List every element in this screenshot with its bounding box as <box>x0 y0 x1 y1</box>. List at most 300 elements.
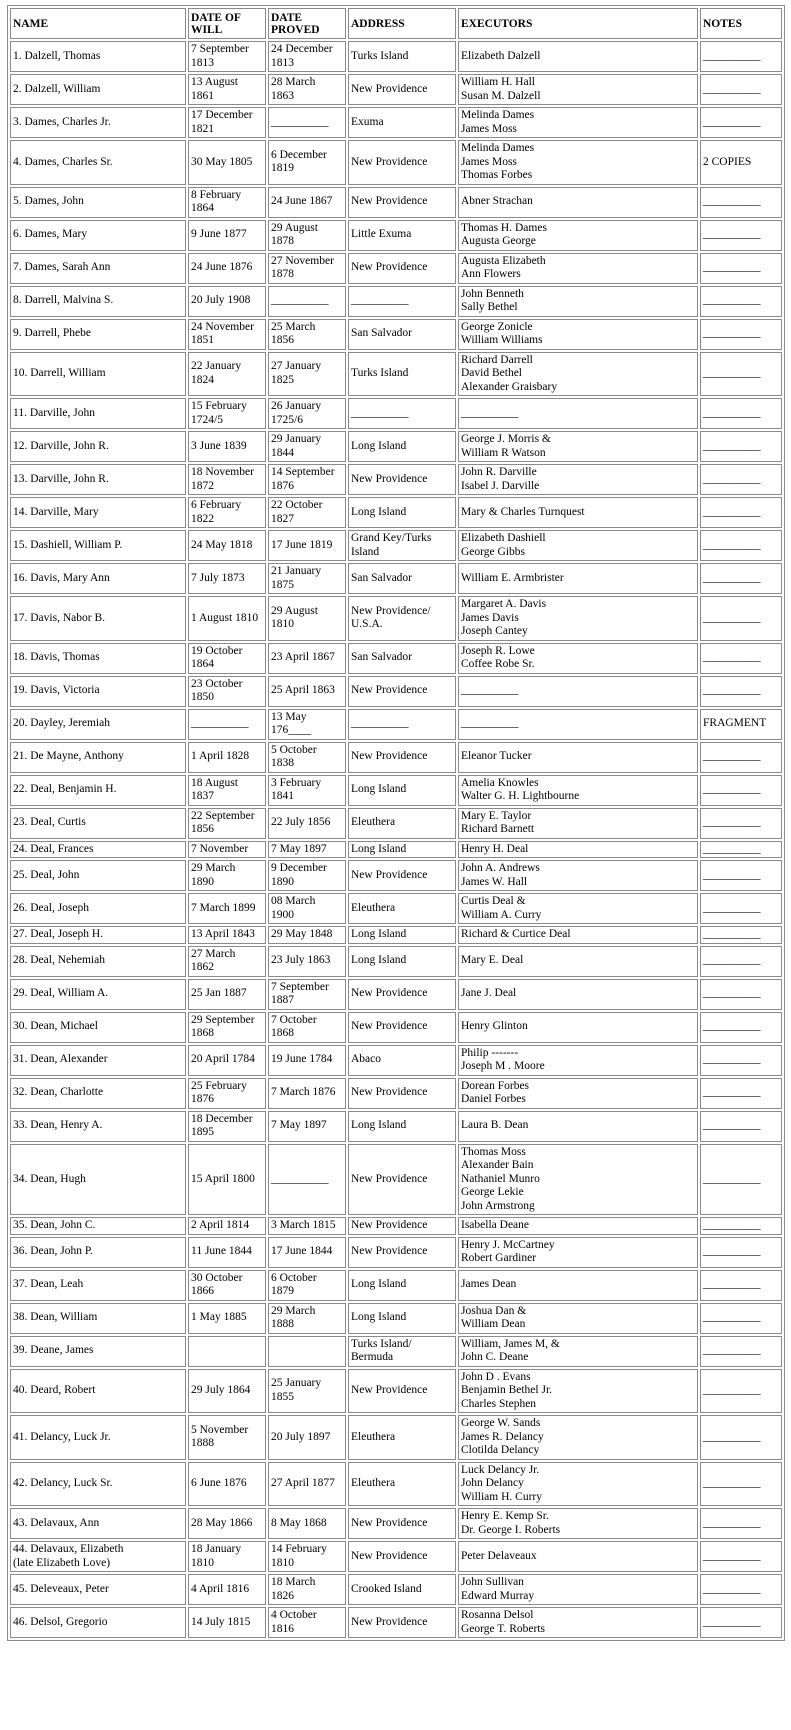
cell-proved <box>268 860 346 891</box>
cell-notes-text: __________ <box>703 1549 761 1562</box>
cell-will-text: 5 November 1888 <box>191 1423 249 1450</box>
cell-notes-text: __________ <box>703 294 761 307</box>
cell-proved-text: 6 December 1819 <box>271 148 327 175</box>
cell-proved <box>268 979 346 1010</box>
cell-address <box>348 431 456 462</box>
table-body <box>10 41 782 1638</box>
cell-address <box>348 676 456 707</box>
cell-proved-text: 4 October 1816 <box>271 1609 317 1635</box>
cell-executors-text: George Zonicle William Williams <box>461 320 543 346</box>
cell-proved <box>268 220 346 251</box>
cell-address <box>348 398 456 429</box>
cell-name-text: 15. Dashiell, William P. <box>13 538 123 551</box>
cell-notes-text: __________ <box>703 1384 761 1396</box>
table-row <box>10 41 782 72</box>
cell-address-text: New Providence <box>351 472 428 485</box>
cell-proved-text: 24 December 1813 <box>271 43 333 69</box>
cell-proved-text: 7 March 1876 <box>271 1086 336 1099</box>
cell-notes <box>700 1369 782 1414</box>
cell-name <box>10 808 186 839</box>
cell-proved-text: 20 July 1897 <box>271 1430 331 1443</box>
cell-executors <box>458 841 698 859</box>
cell-notes-text: __________ <box>703 1172 761 1185</box>
cell-name-text: 17. Davis, Nabor B. <box>13 611 105 624</box>
cell-will <box>188 742 266 773</box>
cell-executors <box>458 253 698 284</box>
cell-notes-text: __________ <box>703 1582 761 1595</box>
cell-name <box>10 1078 186 1109</box>
cell-will-text: 7 July 1873 <box>191 571 245 584</box>
cell-name-text: 24. Deal, Frances <box>13 842 94 855</box>
cell-address <box>348 1111 456 1142</box>
table-row <box>10 1078 782 1109</box>
cell-proved <box>268 464 346 495</box>
cell-address <box>348 352 456 397</box>
cell-notes <box>700 41 782 72</box>
cell-proved-text: 14 February 1810 <box>271 1543 327 1569</box>
cell-name-text: 41. Delancy, Luck Jr. <box>13 1430 111 1443</box>
cell-notes-text: __________ <box>703 115 761 128</box>
cell-will <box>188 1144 266 1216</box>
cell-will <box>188 1078 266 1109</box>
cell-proved <box>268 107 346 138</box>
cell-proved-text: 9 December 1890 <box>271 862 327 888</box>
cell-executors <box>458 74 698 105</box>
cell-address-text: Crooked Island <box>351 1582 422 1595</box>
cell-proved-text: 27 November 1878 <box>271 254 334 280</box>
cell-address-text: Eleuthera <box>351 901 396 914</box>
cell-name <box>10 497 186 528</box>
cell-notes-text: __________ <box>703 842 761 855</box>
cell-will-text: 7 November <box>191 842 249 855</box>
cell-will-text: 30 May 1805 <box>191 155 253 168</box>
cell-executors-text: Laura B. Dean <box>461 1119 529 1132</box>
cell-executors-text: __________ <box>461 406 519 419</box>
table-row <box>10 1336 782 1367</box>
cell-will <box>188 187 266 218</box>
cell-executors <box>458 926 698 944</box>
cell-name <box>10 1144 186 1216</box>
cell-executors <box>458 140 698 185</box>
cell-executors <box>458 187 698 218</box>
cell-name-text: 39. Deane, James <box>13 1344 94 1357</box>
cell-name <box>10 1508 186 1539</box>
cell-proved-text: 23 July 1863 <box>271 954 331 967</box>
cell-name-text: 28. Deal, Nehemiah <box>13 954 105 967</box>
cell-name <box>10 775 186 806</box>
cell-executors-text: Melinda Dames James Moss <box>461 109 535 135</box>
cell-executors-text: James Dean <box>461 1278 517 1291</box>
cell-proved-text: 23 April 1867 <box>271 651 335 664</box>
table-row <box>10 1111 782 1142</box>
cell-address-text: San Salvador <box>351 327 413 340</box>
cell-name <box>10 946 186 977</box>
cell-proved <box>268 643 346 674</box>
cell-name <box>10 220 186 251</box>
cell-proved <box>268 946 346 977</box>
cell-executors <box>458 1336 698 1367</box>
cell-address <box>348 253 456 284</box>
cell-will <box>188 1111 266 1142</box>
cell-address <box>348 946 456 977</box>
table-row <box>10 187 782 218</box>
cell-name-text: 12. Darville, John R. <box>13 439 109 452</box>
cell-address-text: __________ <box>351 294 409 307</box>
cell-executors <box>458 431 698 462</box>
cell-name <box>10 464 186 495</box>
cell-address <box>348 1012 456 1043</box>
table-row <box>10 775 782 806</box>
cell-proved-text: 17 June 1844 <box>271 1245 333 1258</box>
table-row <box>10 253 782 284</box>
cell-address <box>348 497 456 528</box>
cell-name <box>10 352 186 397</box>
cell-name-text: 21. De Mayne, Anthony <box>13 750 124 763</box>
cell-notes-text: __________ <box>703 367 761 379</box>
cell-proved-text: 26 January 1725/6 <box>271 400 322 426</box>
cell-address <box>348 1217 456 1235</box>
cell-name-text: 2. Dalzell, William <box>13 82 101 95</box>
cell-executors-text: Mary & Charles Turnquest <box>461 505 585 518</box>
cell-notes <box>700 1574 782 1605</box>
cell-notes <box>700 1336 782 1367</box>
cell-notes-text: __________ <box>703 684 761 697</box>
cell-proved <box>268 1270 346 1301</box>
cell-proved <box>268 1369 346 1414</box>
cell-name-text: 5. Dames, John <box>13 195 84 208</box>
cell-executors <box>458 979 698 1010</box>
cell-executors <box>458 643 698 674</box>
cell-address-text: New Providence <box>351 195 428 208</box>
table-row <box>10 1574 782 1605</box>
cell-will-text: 6 June 1876 <box>191 1477 247 1489</box>
cell-notes-text: __________ <box>703 611 761 624</box>
cell-name <box>10 1369 186 1414</box>
cell-proved-text: 22 October 1827 <box>271 499 323 525</box>
cell-notes <box>700 187 782 218</box>
cell-will-text: 24 June 1876 <box>191 261 253 274</box>
cell-address-text: New Providence/ U.S.A. <box>351 604 431 631</box>
cell-will <box>188 860 266 891</box>
cell-notes-text: __________ <box>703 261 761 274</box>
cell-executors-text: Joseph R. Lowe Coffee Robe Sr. <box>461 644 535 670</box>
cell-notes-text: __________ <box>703 1344 761 1357</box>
cell-executors-text: Philip ------- Joseph M . Moore <box>461 1046 545 1072</box>
table-row <box>10 709 782 740</box>
cell-name <box>10 643 186 674</box>
cell-proved-text: 7 May 1897 <box>271 1119 327 1132</box>
cell-will <box>188 926 266 944</box>
cell-address-text: New Providence <box>351 1172 428 1185</box>
cell-name-text: 29. Deal, William A. <box>13 987 109 1000</box>
cell-will-text: 29 July 1864 <box>191 1384 251 1396</box>
cell-proved <box>268 1462 346 1507</box>
cell-name-text: 25. Deal, John <box>13 868 80 881</box>
cell-notes-text: __________ <box>703 439 761 452</box>
cell-executors-text: Thomas Moss Alexander Bain Nathaniel Munro George Lekie John Armstrong <box>461 1145 540 1212</box>
cell-executors-text: William, James M, & John C. Deane <box>461 1337 560 1363</box>
cell-name <box>10 1270 186 1301</box>
cell-proved-text: 19 June 1784 <box>271 1053 333 1066</box>
table-row <box>10 676 782 707</box>
cell-address <box>348 775 456 806</box>
cell-name <box>10 1237 186 1268</box>
cell-notes-text: __________ <box>703 868 761 881</box>
cell-will-text: 24 May 1818 <box>191 538 253 551</box>
cell-name-text: 45. Deleveaux, Peter <box>13 1582 109 1595</box>
cell-notes-text: __________ <box>703 1311 761 1324</box>
header-notes-label: NOTES <box>703 17 742 30</box>
cell-will-text: 25 Jan 1887 <box>191 987 247 1000</box>
cell-executors <box>458 1462 698 1507</box>
cell-proved-text: 28 March 1863 <box>271 76 316 102</box>
cell-will <box>188 775 266 806</box>
cell-name <box>10 431 186 462</box>
cell-proved-text: 27 April 1877 <box>271 1477 335 1489</box>
cell-executors-text: John Benneth Sally Bethel <box>461 287 524 313</box>
table-row <box>10 1508 782 1539</box>
cell-name-text: 42. Delancy, Luck Sr. <box>13 1477 113 1489</box>
cell-notes-text: __________ <box>703 406 761 419</box>
cell-name <box>10 41 186 72</box>
table-row <box>10 1217 782 1235</box>
cell-executors-text: Melinda Dames James Moss Thomas Forbes <box>461 142 535 181</box>
table-row <box>10 1012 782 1043</box>
cell-name-text: 16. Davis, Mary Ann <box>13 571 110 584</box>
cell-notes <box>700 1237 782 1268</box>
cell-name-text: 4. Dames, Charles Sr. <box>13 155 113 168</box>
cell-notes <box>700 464 782 495</box>
table-row <box>10 464 782 495</box>
cell-name-text: 20. Dayley, Jeremiah <box>13 717 110 730</box>
cell-notes <box>700 140 782 185</box>
cell-address <box>348 107 456 138</box>
cell-executors <box>458 319 698 350</box>
cell-name <box>10 253 186 284</box>
cell-executors-text: Amelia Knowles Walter G. H. Lightbourne <box>461 776 580 802</box>
cell-executors-text: John D . Evans Benjamin Bethel Jr. Charles Stephen <box>461 1370 553 1410</box>
cell-notes-text: __________ <box>703 195 761 208</box>
cell-executors-text: Mary E. Taylor Richard Barnett <box>461 809 535 835</box>
cell-executors <box>458 464 698 495</box>
table-row <box>10 286 782 317</box>
cell-will <box>188 1508 266 1539</box>
cell-proved <box>268 1217 346 1235</box>
cell-address-text: Turks Island <box>351 49 409 62</box>
cell-notes-text: __________ <box>703 1477 761 1489</box>
cell-notes <box>700 676 782 707</box>
header-proved-label: DATE PROVED <box>271 11 320 36</box>
cell-notes-text: __________ <box>703 327 761 340</box>
cell-notes-text: __________ <box>703 1086 761 1099</box>
table-row <box>10 74 782 105</box>
cell-proved <box>268 709 346 740</box>
cell-will-text: 18 January 1810 <box>191 1543 242 1569</box>
cell-address-text: New Providence <box>351 155 428 168</box>
cell-address <box>348 1508 456 1539</box>
cell-name <box>10 979 186 1010</box>
cell-address <box>348 1541 456 1572</box>
cell-name <box>10 398 186 429</box>
cell-will-text: 4 April 1816 <box>191 1582 250 1595</box>
cell-executors <box>458 1045 698 1076</box>
cell-notes <box>700 1303 782 1334</box>
cell-notes <box>700 979 782 1010</box>
cell-address-text: Long Island <box>351 505 407 518</box>
cell-executors-text: John Sullivan Edward Murray <box>461 1576 535 1602</box>
cell-proved <box>268 1508 346 1539</box>
cell-will <box>188 676 266 707</box>
cell-address-text: Turks Island <box>351 367 409 379</box>
cell-will-text: 13 August 1861 <box>191 76 238 102</box>
cell-executors <box>458 1144 698 1216</box>
cell-address-text: Long Island <box>351 439 407 452</box>
cell-proved-text: 14 September 1876 <box>271 466 335 492</box>
cell-will <box>188 253 266 284</box>
cell-executors <box>458 497 698 528</box>
cell-address-text: New Providence <box>351 261 428 274</box>
cell-will <box>188 286 266 317</box>
cell-address-text: New Providence <box>351 750 428 763</box>
cell-will-text: 28 May 1866 <box>191 1516 253 1529</box>
cell-address <box>348 808 456 839</box>
cell-will <box>188 1541 266 1572</box>
cell-executors <box>458 775 698 806</box>
cell-notes-text: __________ <box>703 783 761 796</box>
cell-name <box>10 140 186 185</box>
cell-will <box>188 596 266 641</box>
cell-proved-text: 27 January 1825 <box>271 360 322 386</box>
cell-name-text: 32. Dean, Charlotte <box>13 1086 104 1099</box>
cell-name <box>10 1574 186 1605</box>
cell-will-text: 7 March 1899 <box>191 901 256 914</box>
cell-proved-text: 25 April 1863 <box>271 684 335 697</box>
cell-executors-text: George W. Sands James R. Delancy Clotilda Delancy <box>461 1417 544 1456</box>
cell-will-text: 3 June 1839 <box>191 439 247 452</box>
cell-notes <box>700 253 782 284</box>
cell-executors <box>458 286 698 317</box>
cell-name-text: 13. Darville, John R. <box>13 472 109 485</box>
cell-proved <box>268 431 346 462</box>
cell-executors-text: Peter Delaveaux <box>461 1549 537 1562</box>
cell-notes-text: __________ <box>703 651 761 664</box>
cell-will <box>188 220 266 251</box>
cell-executors-text: Isabella Deane <box>461 1219 530 1231</box>
cell-will <box>188 107 266 138</box>
cell-proved-text: 7 September 1887 <box>271 980 329 1006</box>
cell-proved-text: 18 March 1826 <box>271 1576 316 1602</box>
cell-will-text: 27 March 1862 <box>191 947 236 973</box>
cell-executors <box>458 1270 698 1301</box>
cell-executors-text: Henry J. McCartney Robert Gardiner <box>461 1238 555 1264</box>
cell-will <box>188 1574 266 1605</box>
cell-proved <box>268 286 346 317</box>
cell-notes-text: __________ <box>703 571 761 584</box>
cell-executors <box>458 220 698 251</box>
cell-address-text: Eleuthera <box>351 816 396 829</box>
cell-proved <box>268 676 346 707</box>
cell-proved <box>268 1237 346 1268</box>
table-row <box>10 1303 782 1334</box>
cell-name-text: 36. Dean, John P. <box>13 1245 93 1258</box>
cell-proved-text: 29 August 1878 <box>271 221 318 247</box>
table-row <box>10 1369 782 1414</box>
cell-will-text: 1 August 1810 <box>191 611 259 624</box>
cell-name-text: 8. Darrell, Malvina S. <box>13 294 114 307</box>
table-row <box>10 926 782 944</box>
cell-proved-text: __________ <box>271 294 329 307</box>
cell-notes <box>700 563 782 594</box>
cell-will-text: 13 April 1843 <box>191 928 255 940</box>
table-row <box>10 1462 782 1507</box>
header-notes <box>700 8 782 39</box>
cell-executors <box>458 1303 698 1334</box>
cell-notes <box>700 74 782 105</box>
cell-notes <box>700 352 782 397</box>
cell-proved <box>268 808 346 839</box>
cell-notes <box>700 319 782 350</box>
cell-will-text: 17 December 1821 <box>191 109 253 135</box>
cell-will-text: 15 February 1724/5 <box>191 400 247 426</box>
cell-proved-text: 17 June 1819 <box>271 538 333 551</box>
cell-notes-text: __________ <box>703 228 761 241</box>
cell-name <box>10 187 186 218</box>
cell-proved <box>268 1078 346 1109</box>
cell-will-text: 22 September 1856 <box>191 809 255 835</box>
cell-notes-text: __________ <box>703 1245 761 1258</box>
cell-proved <box>268 187 346 218</box>
cell-will <box>188 1303 266 1334</box>
table-row <box>10 1415 782 1460</box>
cell-proved <box>268 596 346 641</box>
cell-executors <box>458 860 698 891</box>
table-row <box>10 893 782 924</box>
cell-will <box>188 643 266 674</box>
cell-name-text: 40. Deard, Robert <box>13 1384 96 1396</box>
cell-notes <box>700 1217 782 1235</box>
cell-proved-text: __________ <box>271 1172 329 1185</box>
cell-will <box>188 1217 266 1235</box>
cell-address-text: San Salvador <box>351 571 413 584</box>
header-will <box>188 8 266 39</box>
cell-notes <box>700 1144 782 1216</box>
cell-executors <box>458 946 698 977</box>
cell-address <box>348 563 456 594</box>
cell-name <box>10 563 186 594</box>
cell-proved <box>268 1045 346 1076</box>
cell-name <box>10 1111 186 1142</box>
cell-will-text: 15 April 1800 <box>191 1172 255 1185</box>
cell-proved-text: 25 March 1856 <box>271 320 316 346</box>
cell-will <box>188 319 266 350</box>
cell-executors <box>458 107 698 138</box>
cell-address <box>348 742 456 773</box>
cell-executors-text: Henry H. Deal <box>461 842 529 855</box>
cell-notes-text: __________ <box>703 1020 761 1033</box>
cell-will-text: 30 October 1866 <box>191 1271 243 1297</box>
cell-proved <box>268 319 346 350</box>
cell-executors-text: Joshua Dan & William Dean <box>461 1304 527 1330</box>
cell-address <box>348 319 456 350</box>
cell-will <box>188 398 266 429</box>
cell-will <box>188 893 266 924</box>
cell-notes-text: __________ <box>703 987 761 1000</box>
table-row <box>10 497 782 528</box>
cell-will <box>188 946 266 977</box>
cell-notes-text: 2 COPIES <box>703 155 752 168</box>
cell-proved-text: 08 March 1900 <box>271 895 316 921</box>
cell-executors <box>458 563 698 594</box>
